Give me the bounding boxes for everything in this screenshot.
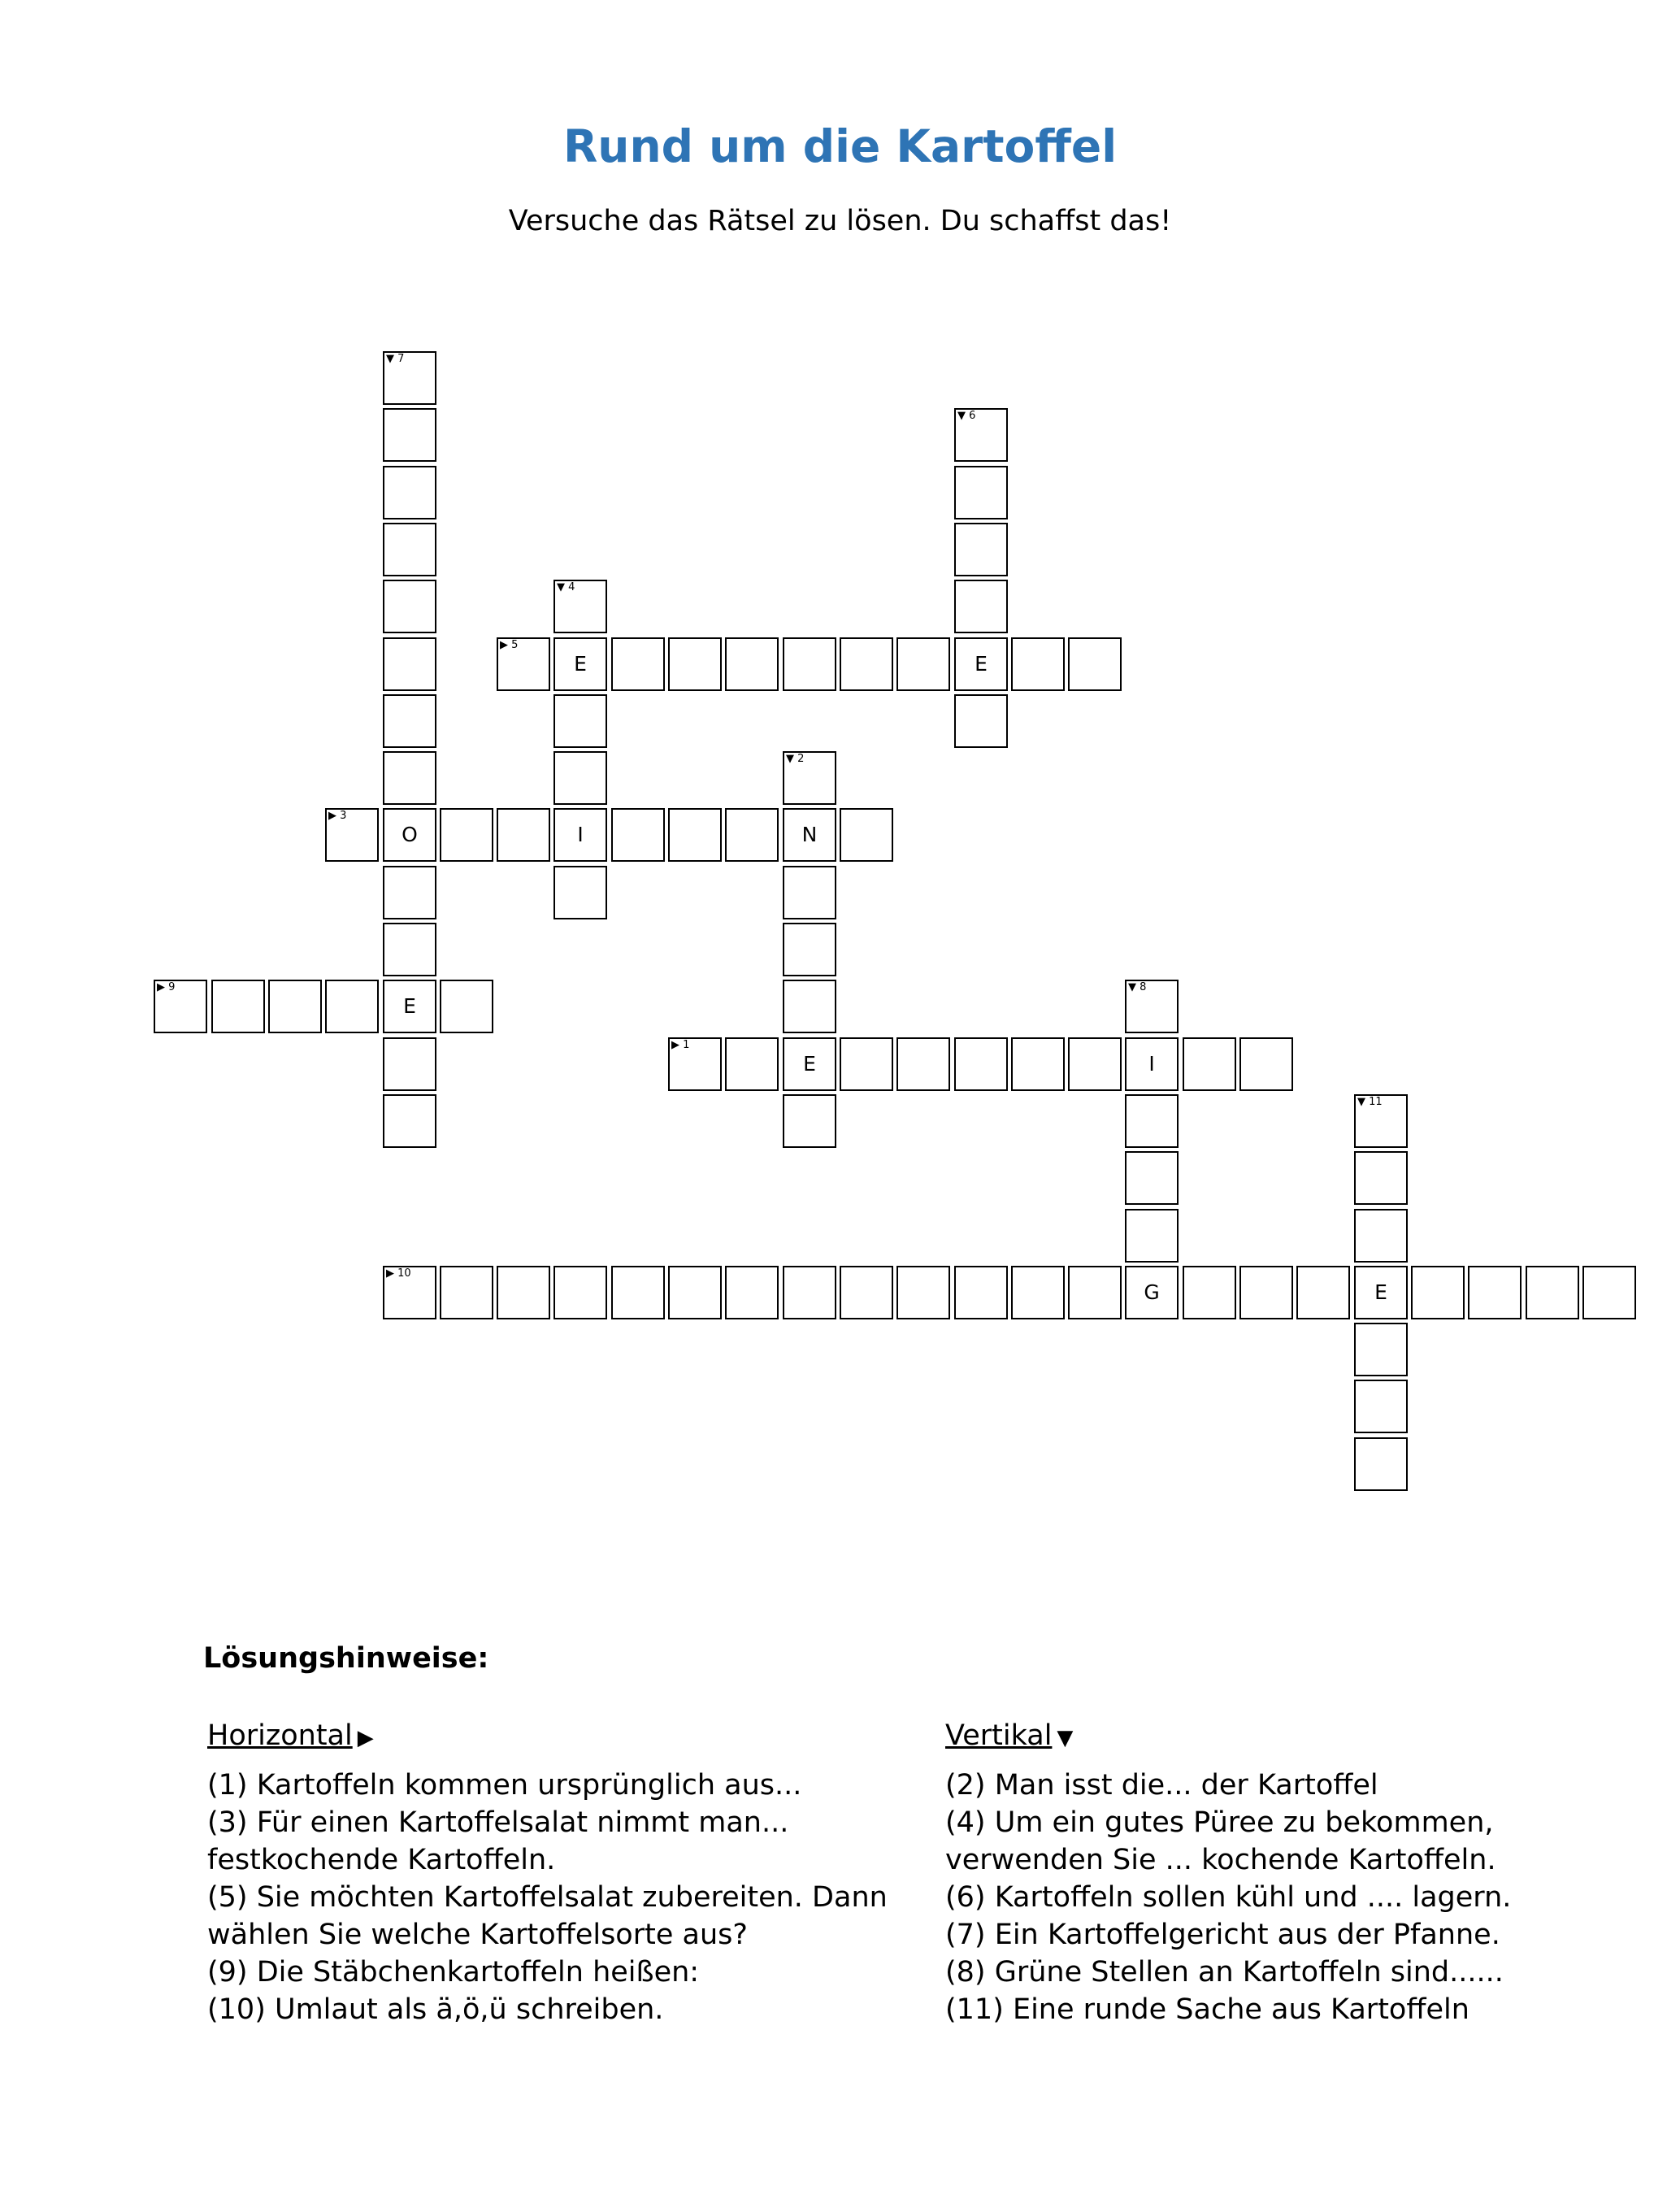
crossword-cell[interactable]	[1125, 1037, 1179, 1091]
crossword-cell[interactable]	[383, 1266, 436, 1319]
crossword-cell[interactable]	[668, 808, 722, 862]
crossword-cell[interactable]	[840, 637, 893, 691]
crossword-cell[interactable]	[1183, 1266, 1236, 1319]
clue-line: (8) Grüne Stellen an Kartoffeln sind......	[945, 1956, 1504, 1989]
crossword-cell[interactable]	[783, 1266, 836, 1319]
clue-line: (3) Für einen Kartoffelsalat nimmt man...	[207, 1806, 789, 1839]
clue-line: (1) Kartoffeln kommen ursprünglich aus...	[207, 1769, 802, 1802]
crossword-cell[interactable]	[840, 808, 893, 862]
crossword-cell[interactable]	[1125, 980, 1179, 1033]
crossword-cell[interactable]	[1411, 1266, 1465, 1319]
crossword-cell[interactable]	[440, 1266, 493, 1319]
crossword-cell[interactable]	[553, 694, 607, 748]
crossword-cell[interactable]	[1354, 1094, 1408, 1148]
crossword-cell[interactable]	[1526, 1266, 1579, 1319]
clue-number: ▶ 10	[386, 1267, 411, 1280]
clue-line: (4) Um ein gutes Püree zu bekommen,	[945, 1806, 1494, 1839]
clue-line: (2) Man isst die... der Kartoffel	[945, 1769, 1378, 1802]
clue-line: verwenden Sie ... kochende Kartoffeln.	[945, 1844, 1496, 1876]
page-title: Rund um die Kartoffel	[562, 120, 1118, 172]
crossword-cell[interactable]	[1125, 1151, 1179, 1205]
crossword-cell[interactable]	[783, 923, 836, 976]
crossword-cell[interactable]	[497, 808, 550, 862]
crossword-cell[interactable]	[954, 637, 1008, 691]
crossword-cell[interactable]	[668, 1266, 722, 1319]
clue-line: (6) Kartoffeln sollen kühl und .... lagern.	[945, 1881, 1512, 1914]
crossword-cell[interactable]	[211, 980, 265, 1033]
crossword-cell[interactable]	[553, 808, 607, 862]
crossword-cell[interactable]	[1296, 1266, 1350, 1319]
crossword-cell[interactable]	[954, 694, 1008, 748]
clue-number: ▶ 9	[157, 981, 176, 993]
crossword-cell[interactable]	[383, 523, 436, 576]
crossword-cell[interactable]	[325, 808, 379, 862]
crossword-cell[interactable]	[611, 808, 665, 862]
crossword-cell[interactable]	[954, 1037, 1008, 1091]
clue-line: wählen Sie welche Kartoffelsorte aus?	[207, 1919, 748, 1951]
crossword-cell[interactable]	[783, 808, 836, 862]
crossword-cell[interactable]	[383, 980, 436, 1033]
clue-line: (5) Sie möchten Kartoffelsalat zubereiten. Dann	[207, 1881, 888, 1914]
crossword-cell[interactable]	[783, 1094, 836, 1148]
clue-line: (11) Eine runde Sache aus Kartoffeln	[945, 1993, 1469, 2026]
crossword-cell[interactable]	[383, 1094, 436, 1148]
crossword-cell[interactable]	[725, 808, 779, 862]
cell-letter: O	[402, 823, 418, 846]
crossword-cell[interactable]	[383, 751, 436, 805]
cell-letter: I	[1148, 1052, 1155, 1076]
vertical-heading-label: Vertikal	[945, 1719, 1053, 1752]
cell-letter: G	[1144, 1280, 1160, 1304]
crossword-cell[interactable]	[497, 637, 550, 691]
crossword-cell[interactable]	[1125, 1209, 1179, 1263]
crossword-cell[interactable]	[383, 866, 436, 919]
crossword-cell[interactable]	[1068, 1037, 1122, 1091]
crossword-cell[interactable]	[954, 580, 1008, 633]
crossword-cell[interactable]	[268, 980, 322, 1033]
crossword-cell[interactable]	[1011, 1037, 1065, 1091]
clue-number: ▼ 4	[557, 581, 575, 593]
cell-letter: E	[574, 652, 587, 676]
vertical-clues	[945, 1717, 1636, 2028]
crossword-cell[interactable]	[383, 580, 436, 633]
crossword-cell[interactable]	[383, 1037, 436, 1091]
crossword-cell[interactable]	[440, 980, 493, 1033]
right-arrow-icon: ▶	[357, 1726, 374, 1750]
crossword-cell[interactable]	[497, 1266, 550, 1319]
crossword-cell[interactable]	[383, 637, 436, 691]
crossword-cell[interactable]	[553, 866, 607, 919]
crossword-cell[interactable]	[783, 866, 836, 919]
clue-line: (10) Umlaut als ä,ö,ü schreiben.	[207, 1993, 664, 2026]
clue-number: ▼ 2	[786, 753, 805, 765]
crossword-cell[interactable]	[1011, 637, 1065, 691]
crossword-cell[interactable]	[1582, 1266, 1636, 1319]
horizontal-heading	[207, 1717, 922, 1757]
horizontal-heading-label: Horizontal	[207, 1719, 353, 1752]
crossword-cell[interactable]	[383, 466, 436, 519]
cell-letter: N	[801, 823, 818, 846]
horizontal-clues	[207, 1717, 922, 2028]
crossword-cell[interactable]	[725, 1266, 779, 1319]
crossword-cell[interactable]	[1354, 1323, 1408, 1376]
crossword-cell[interactable]	[1239, 1037, 1293, 1091]
clue-number: ▼ 6	[957, 410, 976, 422]
crossword-cell[interactable]	[383, 808, 436, 862]
crossword-cell[interactable]	[725, 1037, 779, 1091]
clue-number: ▼ 7	[386, 353, 405, 365]
crossword-cell[interactable]	[896, 1266, 950, 1319]
crossword-cell[interactable]	[553, 1266, 607, 1319]
crossword-cell[interactable]	[954, 408, 1008, 462]
crossword-cell[interactable]	[1183, 1037, 1236, 1091]
crossword-cell[interactable]	[783, 980, 836, 1033]
vertical-heading	[945, 1717, 1636, 1757]
crossword-cell[interactable]	[325, 980, 379, 1033]
page-subtitle: Versuche das Rätsel zu lösen. Du schaffst das!	[508, 205, 1172, 237]
clue-line: (7) Ein Kartoffelgericht aus der Pfanne.	[945, 1919, 1500, 1951]
crossword-cell[interactable]	[954, 1266, 1008, 1319]
clue-number: ▼ 8	[1128, 981, 1147, 993]
crossword-cell[interactable]	[383, 351, 436, 405]
cell-letter: E	[403, 994, 416, 1018]
crossword-cell[interactable]	[1068, 637, 1122, 691]
crossword-cell[interactable]	[383, 694, 436, 748]
crossword-cell[interactable]	[1354, 1437, 1408, 1491]
crossword-cell[interactable]	[611, 637, 665, 691]
crossword-cell[interactable]	[383, 923, 436, 976]
crossword-cell[interactable]	[840, 1037, 893, 1091]
hints-heading: Lösungshinweise:	[203, 1642, 489, 1675]
crossword-cell[interactable]	[440, 808, 493, 862]
crossword-cell[interactable]	[1468, 1266, 1522, 1319]
crossword-cell[interactable]	[383, 408, 436, 462]
crossword-cell[interactable]	[553, 751, 607, 805]
crossword-cell[interactable]	[553, 580, 607, 633]
cell-letter: E	[975, 652, 988, 676]
crossword-cell[interactable]	[1239, 1266, 1293, 1319]
down-arrow-icon: ▼	[1057, 1726, 1074, 1750]
crossword-cell[interactable]	[1011, 1266, 1065, 1319]
crossword-cell[interactable]	[1354, 1209, 1408, 1263]
crossword-cell[interactable]	[954, 523, 1008, 576]
crossword-cell[interactable]	[1125, 1266, 1179, 1319]
cell-letter: E	[1374, 1280, 1387, 1304]
crossword-cell[interactable]	[154, 980, 207, 1033]
crossword-cell[interactable]	[783, 637, 836, 691]
crossword-cell[interactable]	[553, 637, 607, 691]
clue-number: ▶ 1	[671, 1039, 690, 1051]
clue-line: (9) Die Stäbchenkartoffeln heißen:	[207, 1956, 700, 1989]
crossword-cell[interactable]	[1354, 1266, 1408, 1319]
crossword-cell[interactable]	[668, 1037, 722, 1091]
crossword-cell[interactable]	[725, 637, 779, 691]
crossword-cell[interactable]	[611, 1266, 665, 1319]
clue-line: festkochende Kartoffeln.	[207, 1844, 556, 1876]
crossword-cell[interactable]	[896, 637, 950, 691]
crossword-cell[interactable]	[1354, 1151, 1408, 1205]
crossword-cell[interactable]	[896, 1037, 950, 1091]
crossword-cell[interactable]	[954, 466, 1008, 519]
crossword-cell[interactable]	[783, 1037, 836, 1091]
crossword-cell[interactable]	[1125, 1094, 1179, 1148]
clue-number: ▶ 5	[500, 639, 519, 651]
crossword-cell[interactable]	[1354, 1380, 1408, 1433]
cell-letter: I	[577, 823, 584, 846]
cell-letter: E	[803, 1052, 816, 1076]
crossword-cell[interactable]	[1068, 1266, 1122, 1319]
crossword-cell[interactable]	[668, 637, 722, 691]
crossword-cell[interactable]	[783, 751, 836, 805]
clue-number: ▶ 3	[328, 810, 347, 822]
crossword-cell[interactable]	[840, 1266, 893, 1319]
clue-number: ▼ 11	[1357, 1096, 1383, 1108]
